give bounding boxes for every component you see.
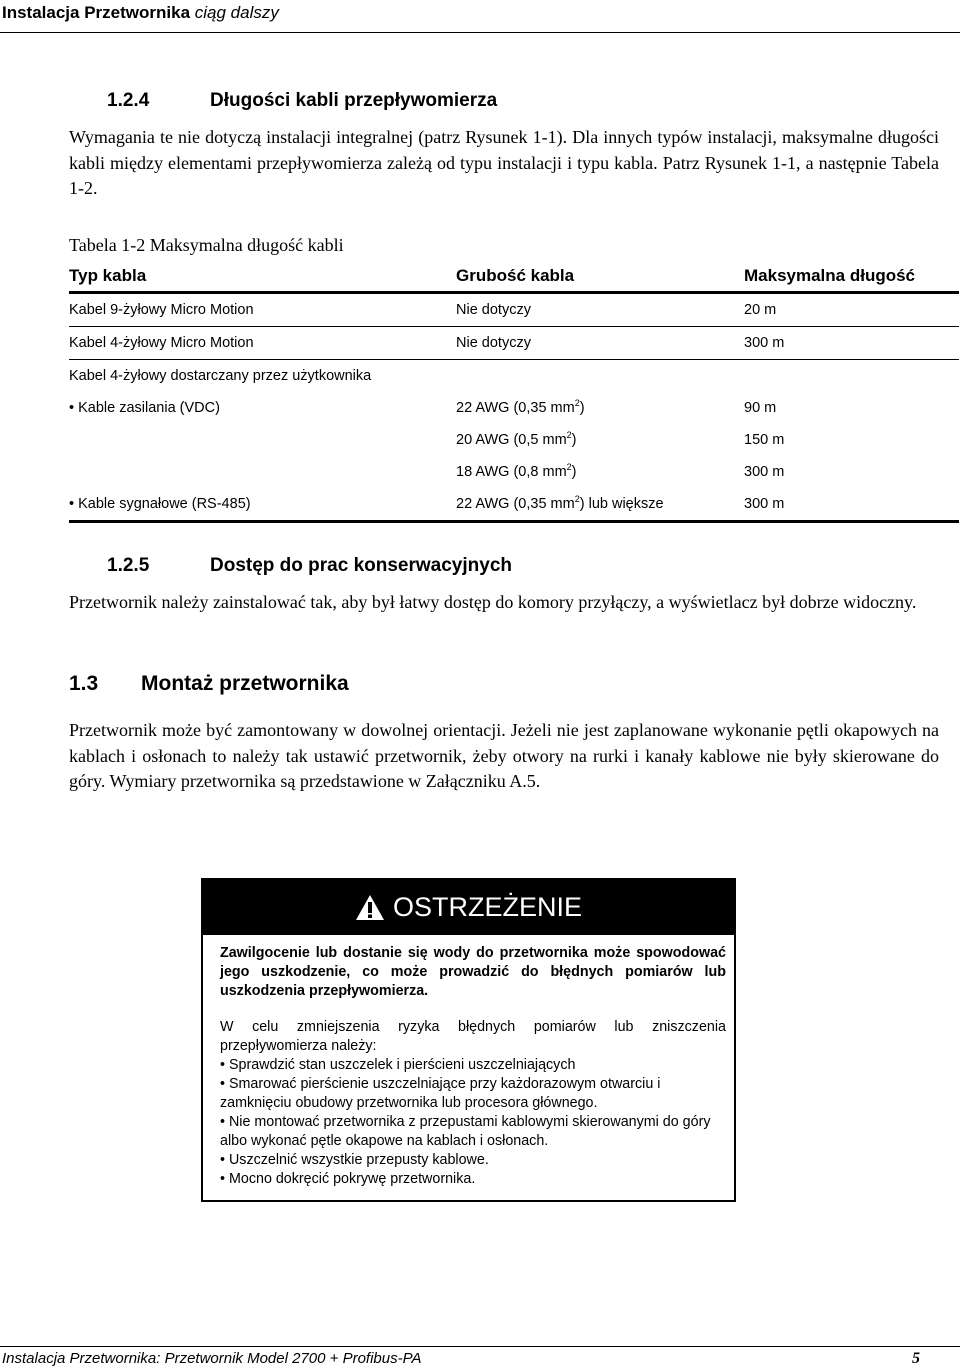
warning-triangle-icon bbox=[355, 894, 385, 921]
cable-length: 90 m bbox=[744, 400, 777, 416]
header-rule bbox=[0, 32, 960, 33]
page-number: 5 bbox=[912, 1350, 920, 1367]
cable-gauge: 22 AWG (0,35 $mm^2$) lub większe bbox=[456, 488, 744, 522]
header-title: Instalacja Przetwornika bbox=[2, 3, 191, 22]
cable-subtype: • Kable sygnałowe (RS-485) bbox=[69, 488, 456, 522]
warning-list-item: • Smarować pierścienie uszczelniające przy każdorazowym otwarciu i zamknięciu obudowy przetwornika lub procesora głównego. bbox=[220, 1076, 661, 1111]
warning-intro: W celu zmniejszenia ryzyka błędnych pomiarów lub zniszczenia przepływomierza należy: bbox=[220, 1019, 726, 1054]
warning-list-item: • Nie montować przetwornika z przepustami kablowymi skierowanymi do góry albo wykonać pętle okapowe na kablach i osłonach. bbox=[220, 1114, 711, 1149]
cable-gauge: 22 AWG (0,35 $mm^2$) bbox=[456, 398, 585, 416]
section-number: 1.2.4 bbox=[107, 90, 150, 111]
footer-rule bbox=[0, 1346, 960, 1347]
cable-gauge: Nie dotyczy bbox=[456, 327, 744, 360]
table-header-cell: Grubość kabla bbox=[456, 260, 744, 293]
warning-header bbox=[203, 880, 734, 935]
cable-gauge: Nie dotyczy bbox=[456, 293, 744, 327]
warning-title: OSTRZEŻENIE bbox=[392, 892, 582, 922]
cable-length: 300 m bbox=[744, 327, 959, 360]
cable-length-table bbox=[69, 260, 959, 523]
table-caption: Tabela 1-2 Maksymalna długość kabli bbox=[69, 235, 344, 255]
warning-bold-text: Zawilgocenie lub dostanie się wody do przetwornika może spowodować jego uszkodzenie, co może prowadzić do błędnych pomiarów lub uszkodzenia przepływomierza. bbox=[220, 945, 726, 999]
cable-type: Kabel 4-żyłowy dostarczany przez użytkownika bbox=[69, 368, 372, 384]
section-heading-1-3 bbox=[69, 672, 349, 696]
table-row bbox=[69, 327, 959, 360]
page-header bbox=[2, 3, 279, 23]
warning-list-item: • Mocno dokręcić pokrywę przetwornika. bbox=[220, 1171, 476, 1187]
table-row bbox=[69, 456, 959, 488]
section-title: Dostęp do prac konserwacyjnych bbox=[210, 555, 512, 576]
table-header-cell: Maksymalna długość bbox=[744, 260, 959, 293]
table-row bbox=[69, 360, 959, 393]
table-header-row bbox=[69, 260, 959, 293]
cable-length: 300 m bbox=[744, 464, 785, 480]
table-row bbox=[69, 392, 959, 424]
cable-length: 300 m bbox=[744, 488, 959, 522]
section-paragraph-1-3: Przetwornik może być zamontowany w dowolnej orientacji. Jeżeli nie jest zaplanowane wykonanie pętli okapowych na kablach i osłonach to należy tak ustawić przetwornik, żeby otwory na rurki i kanały kablowe nie były skierowane do góry. Wymiary przetwornika są przedstawione w Załączniku A.5. bbox=[69, 720, 939, 791]
warning-box bbox=[201, 878, 736, 1202]
cable-length: 150 m bbox=[744, 432, 785, 448]
cable-type: Kabel 9-żyłowy Micro Motion bbox=[69, 293, 456, 327]
section-heading-1-2-4 bbox=[107, 90, 497, 112]
cable-gauge: 18 AWG (0,8 $mm^2$) bbox=[456, 462, 577, 480]
cable-type: Kabel 4-żyłowy Micro Motion bbox=[69, 327, 456, 360]
table-row bbox=[69, 293, 959, 327]
section-number: 1.2.5 bbox=[107, 555, 150, 576]
section-paragraph-1-2-4: Wymagania te nie dotyczą instalacji integralnej (patrz Rysunek 1-1). Dla innych typów instalacji, maksymalne długości kabli między elementami przepływomierza zależą od typu instalacji i typu kabla. Patrz Rysunek 1-1, a następnie Tabela 1-2. bbox=[69, 127, 939, 198]
section-number: 1.3 bbox=[69, 672, 99, 695]
table-row bbox=[69, 424, 959, 456]
table-row bbox=[69, 488, 959, 522]
cable-subtype: • Kable zasilania (VDC) bbox=[69, 400, 220, 416]
warning-list-item: • Sprawdzić stan uszczelek i pierścieni uszczelniających bbox=[220, 1057, 576, 1073]
section-title: Montaż przetwornika bbox=[141, 672, 349, 695]
section-paragraph-1-2-5: Przetwornik należy zainstalować tak, aby był łatwy dostęp do komory przyłączy, a wyświetlacz był dobrze widoczny. bbox=[69, 592, 917, 612]
header-continued: ciąg dalszy bbox=[194, 3, 279, 22]
cable-gauge: 20 AWG (0,5 $mm^2$) bbox=[456, 430, 577, 448]
section-heading-1-2-5 bbox=[107, 555, 512, 577]
warning-list-item: • Uszczelnić wszystkie przepusty kablowe. bbox=[220, 1152, 489, 1168]
section-title: Długości kabli przepływomierza bbox=[210, 90, 498, 111]
warning-body bbox=[220, 1018, 726, 1189]
table-header-cell: Typ kabla bbox=[69, 260, 456, 293]
footer-text: Instalacja Przetwornika: Przetwornik Model 2700 + Profibus-PA bbox=[2, 1350, 422, 1367]
cable-length: 20 m bbox=[744, 293, 959, 327]
